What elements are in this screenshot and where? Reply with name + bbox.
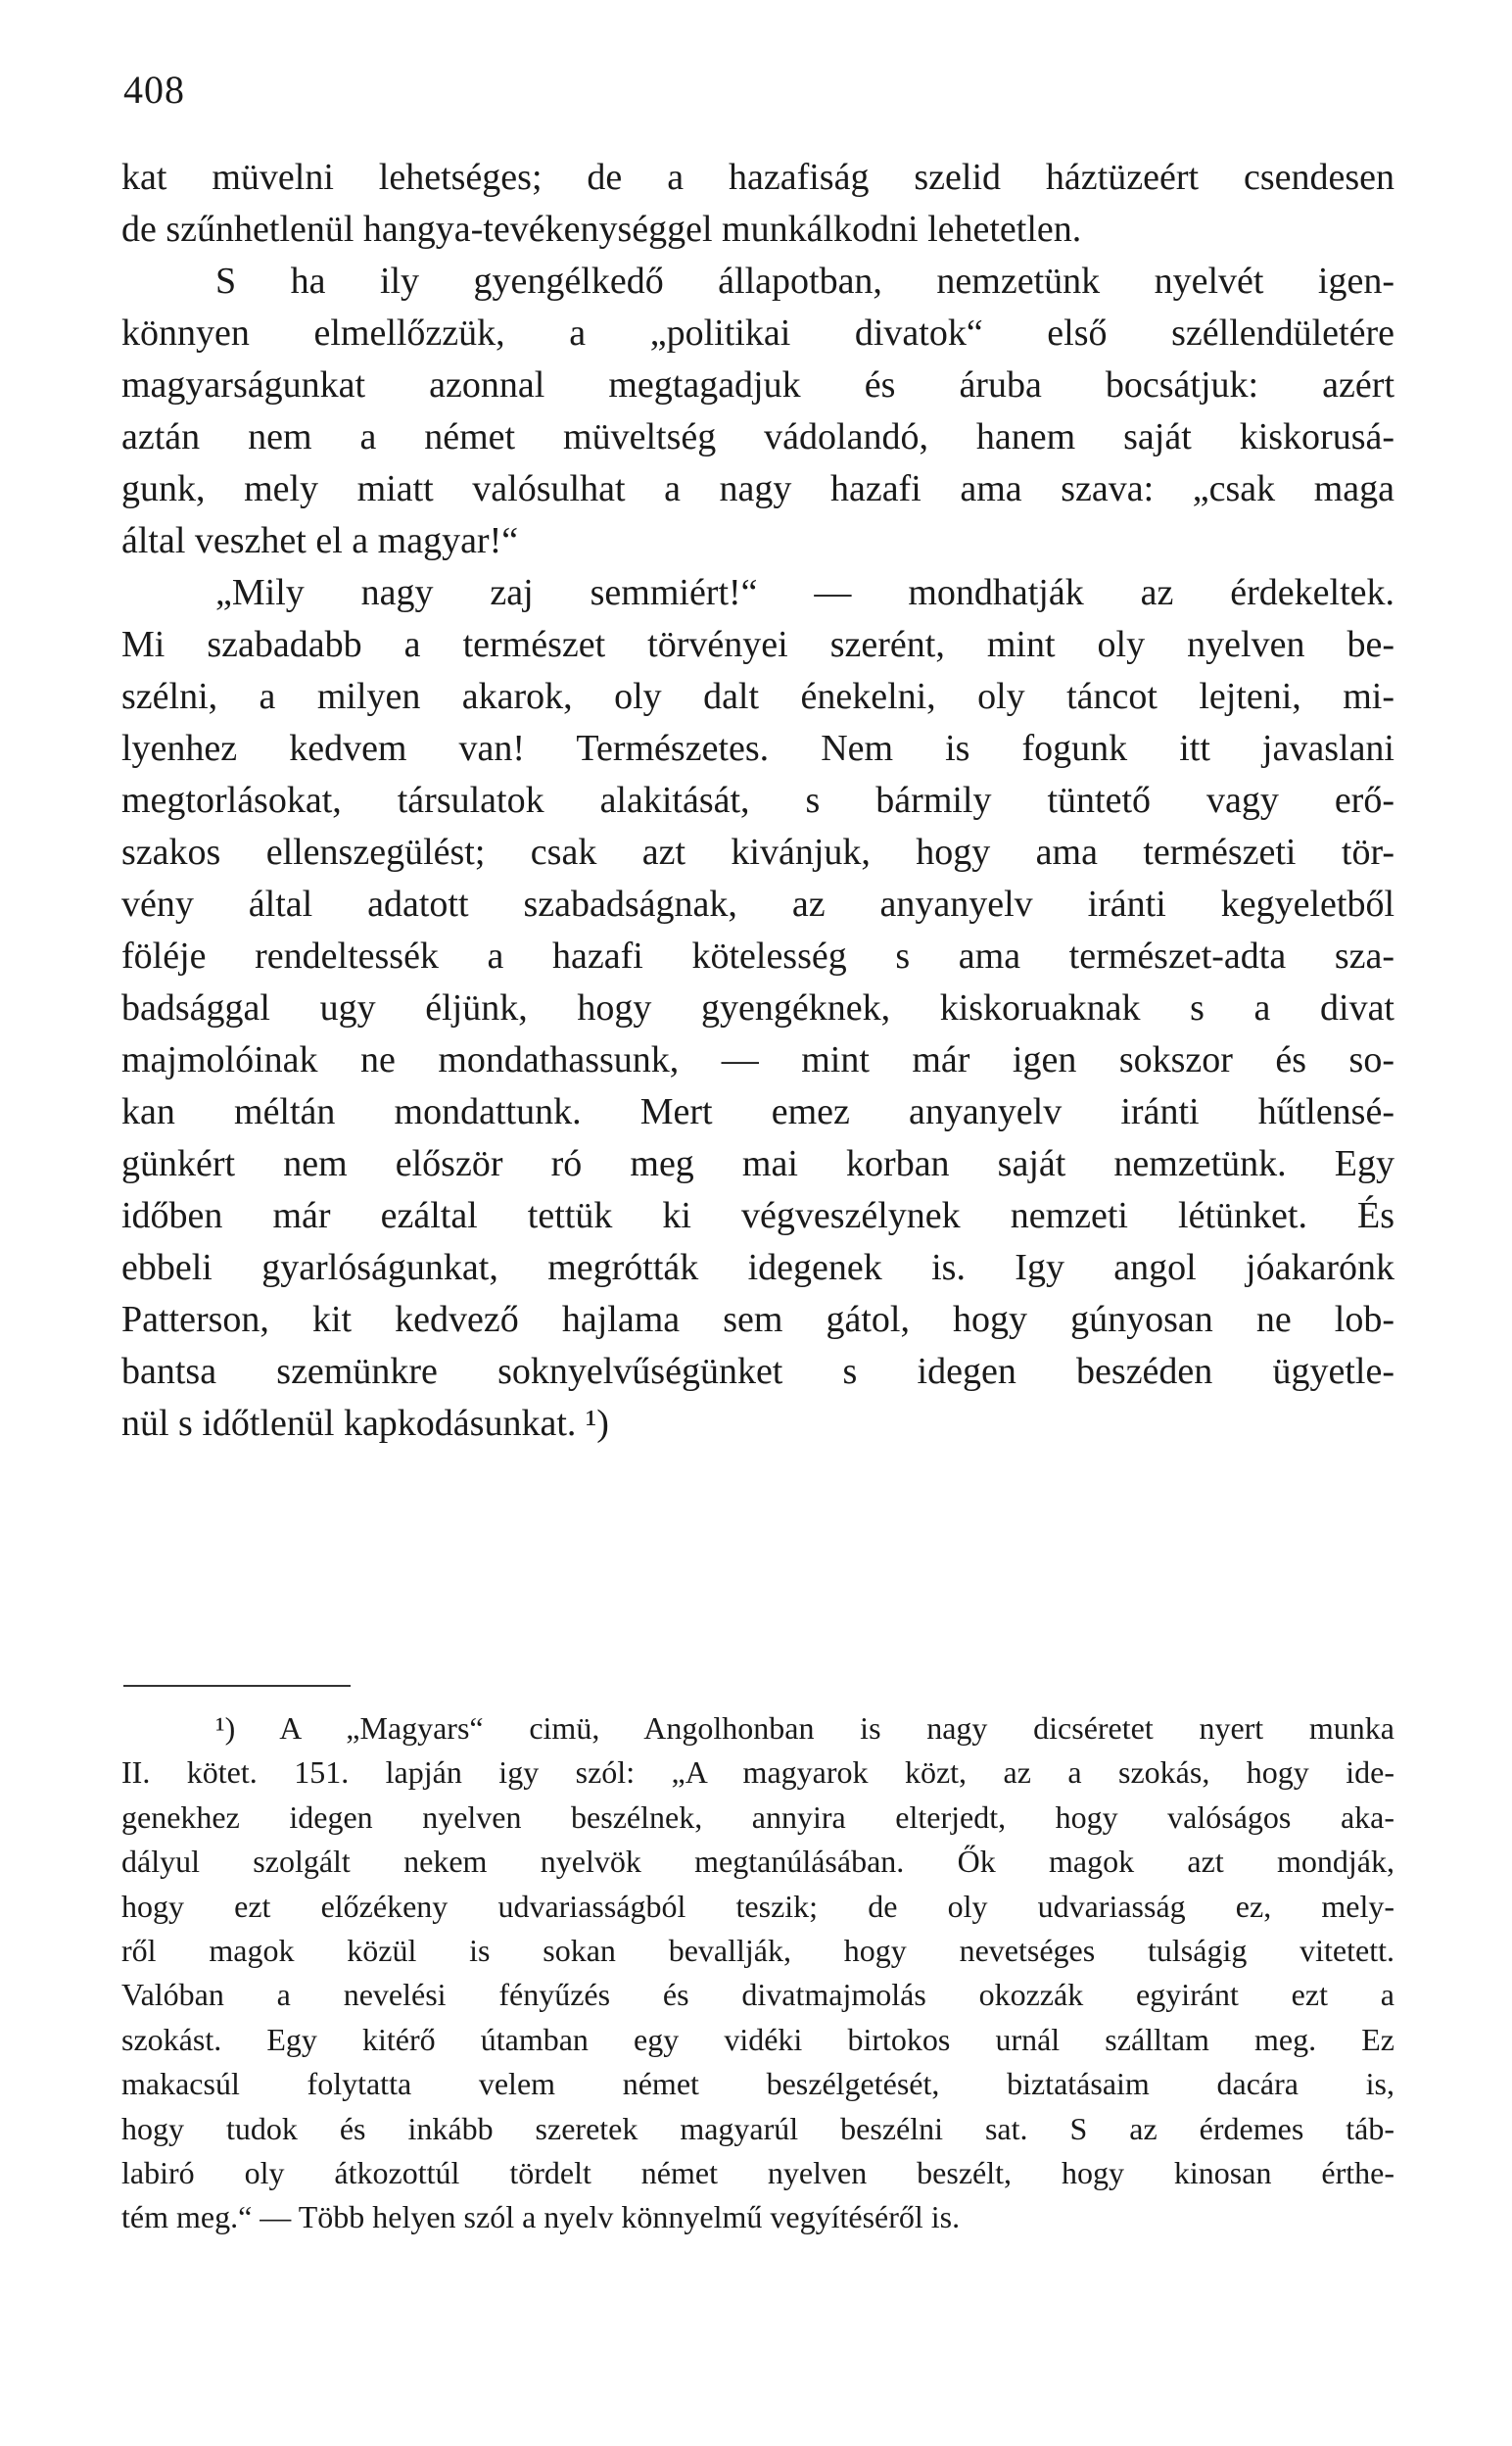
text-line: majmolóinak ne mondathassunk, — mint már igen sokszor és so- [121,1039,1394,1080]
text-line: kat müvelni lehetséges; de a hazafiság szelid háztüzeért csendesen [121,157,1394,198]
text-line: günkért nem először ró meg mai korban saját nemzetünk. Egy [121,1143,1394,1184]
footnote-divider [123,1685,351,1687]
footnote-line: II. kötet. 151. lapján igy szól: „A magyarok közt, az a szokás, hogy ide- [121,1754,1394,1791]
footnote-line: szokást. Egy kitérő útamban egy vidéki birtokos urnál szálltam meg. Ez [121,2021,1394,2057]
text-line: bantsa szemünkre soknyelvűségünket s idegen beszéden ügyetle- [121,1351,1394,1392]
footnote [121,1706,1394,2240]
footnote-line: Valóban a nevelési fényűzés és divatmajmolás okozzák egyiránt ezt a [121,1977,1394,2013]
text-line: által veszhet el a magyar!“ [121,520,519,561]
text-line: S ha ily gyengélkedő állapotban, nemzetünk nyelvét igen- [215,261,1394,302]
footnote-line: ¹) A „Magyars“ cimü, Angolhonban is nagy dicséretet nyert munka [215,1710,1394,1746]
text-line: szélni, a milyen akarok, oly dalt énekelni, oly táncot lejteni, mi- [121,676,1394,717]
text-line: szakos ellenszegülést; csak azt kivánjuk, hogy ama természeti tör- [121,832,1394,873]
text-line: lyenhez kedvem van! Természetes. Nem is fogunk itt javaslani [121,728,1394,769]
footnote-line: labiró oly átkozottúl tördelt német nyelven beszélt, hogy kinosan érthe- [121,2154,1394,2190]
text-line: gunk, mely miatt valósulhat a nagy hazafi ama szava: „csak maga [121,468,1394,509]
body-text [121,152,1394,1450]
text-line: Mi szabadabb a természet törvényei szerént, mint oly nyelven be- [121,624,1394,665]
text-line: föléje rendeltessék a hazafi kötelesség s ama természet-adta sza- [121,935,1394,977]
text-line: vény által adatott szabadságnak, az anyanyelv iránti kegyeletből [121,884,1394,925]
text-line: badsággal ugy éljünk, hogy gyengéknek, kiskoruaknak s a divat [121,987,1394,1029]
text-line: megtorlásokat, társulatok alakitását, s bármily tüntető vagy erő- [121,780,1394,821]
text-line: Patterson, kit kedvező hajlama sem gátol, hogy gúnyosan ne lob- [121,1299,1394,1340]
footnote-line: tém meg.“ — Több helyen szól a nyelv könnyelmű vegyítéséről is. [121,2199,961,2235]
text-line: ebbeli gyarlóságunkat, megrótták idegenek is. Igy angol jóakarónk [121,1247,1394,1288]
page-number: 408 [123,68,185,112]
text-line: de szűnhetlenül hangya-tevékenységgel munkálkodni lehetetlen. [121,209,1082,250]
text-line: kan méltán mondattunk. Mert emez anyanyelv iránti hűtlensé- [121,1091,1394,1132]
text-line: időben már ezáltal tettük ki végveszélynek nemzeti létünket. És [121,1195,1394,1236]
text-line: nül s időtlenül kapkodásunkat. ¹) [121,1403,609,1444]
text-line: könnyen elmellőzzük, a „politikai divatok“ első széllendületére [121,312,1394,354]
footnote-line: ről magok közül is sokan bevallják, hogy nevetséges tulságig vitetett. [121,1932,1394,1968]
text-line: „Mily nagy zaj semmiért!“ — mondhatják az érdekeltek. [215,572,1394,613]
footnote-line: dályul szolgált nekem nyelvök megtanúlásában. Ők magok azt mondják, [121,1844,1394,1880]
footnote-line: makacsúl folytatta velem német beszélgetését, biztatásaim dacára is, [121,2066,1394,2102]
footnote-line: genekhez idegen nyelven beszélnek, annyira elterjedt, hogy valóságos aka- [121,1799,1394,1835]
footnote-line: hogy ezt előzékeny udvariasságból teszik; de oly udvariasság ez, mely- [121,1888,1394,1924]
text-line: aztán nem a német müveltség vádolandó, hanem saját kiskorusá- [121,416,1394,457]
footnote-line: hogy tudok és inkább szeretek magyarúl beszélni sat. S az érdemes táb- [121,2110,1394,2146]
text-line: magyarságunkat azonnal megtagadjuk és áruba bocsátjuk: azért [121,364,1394,406]
